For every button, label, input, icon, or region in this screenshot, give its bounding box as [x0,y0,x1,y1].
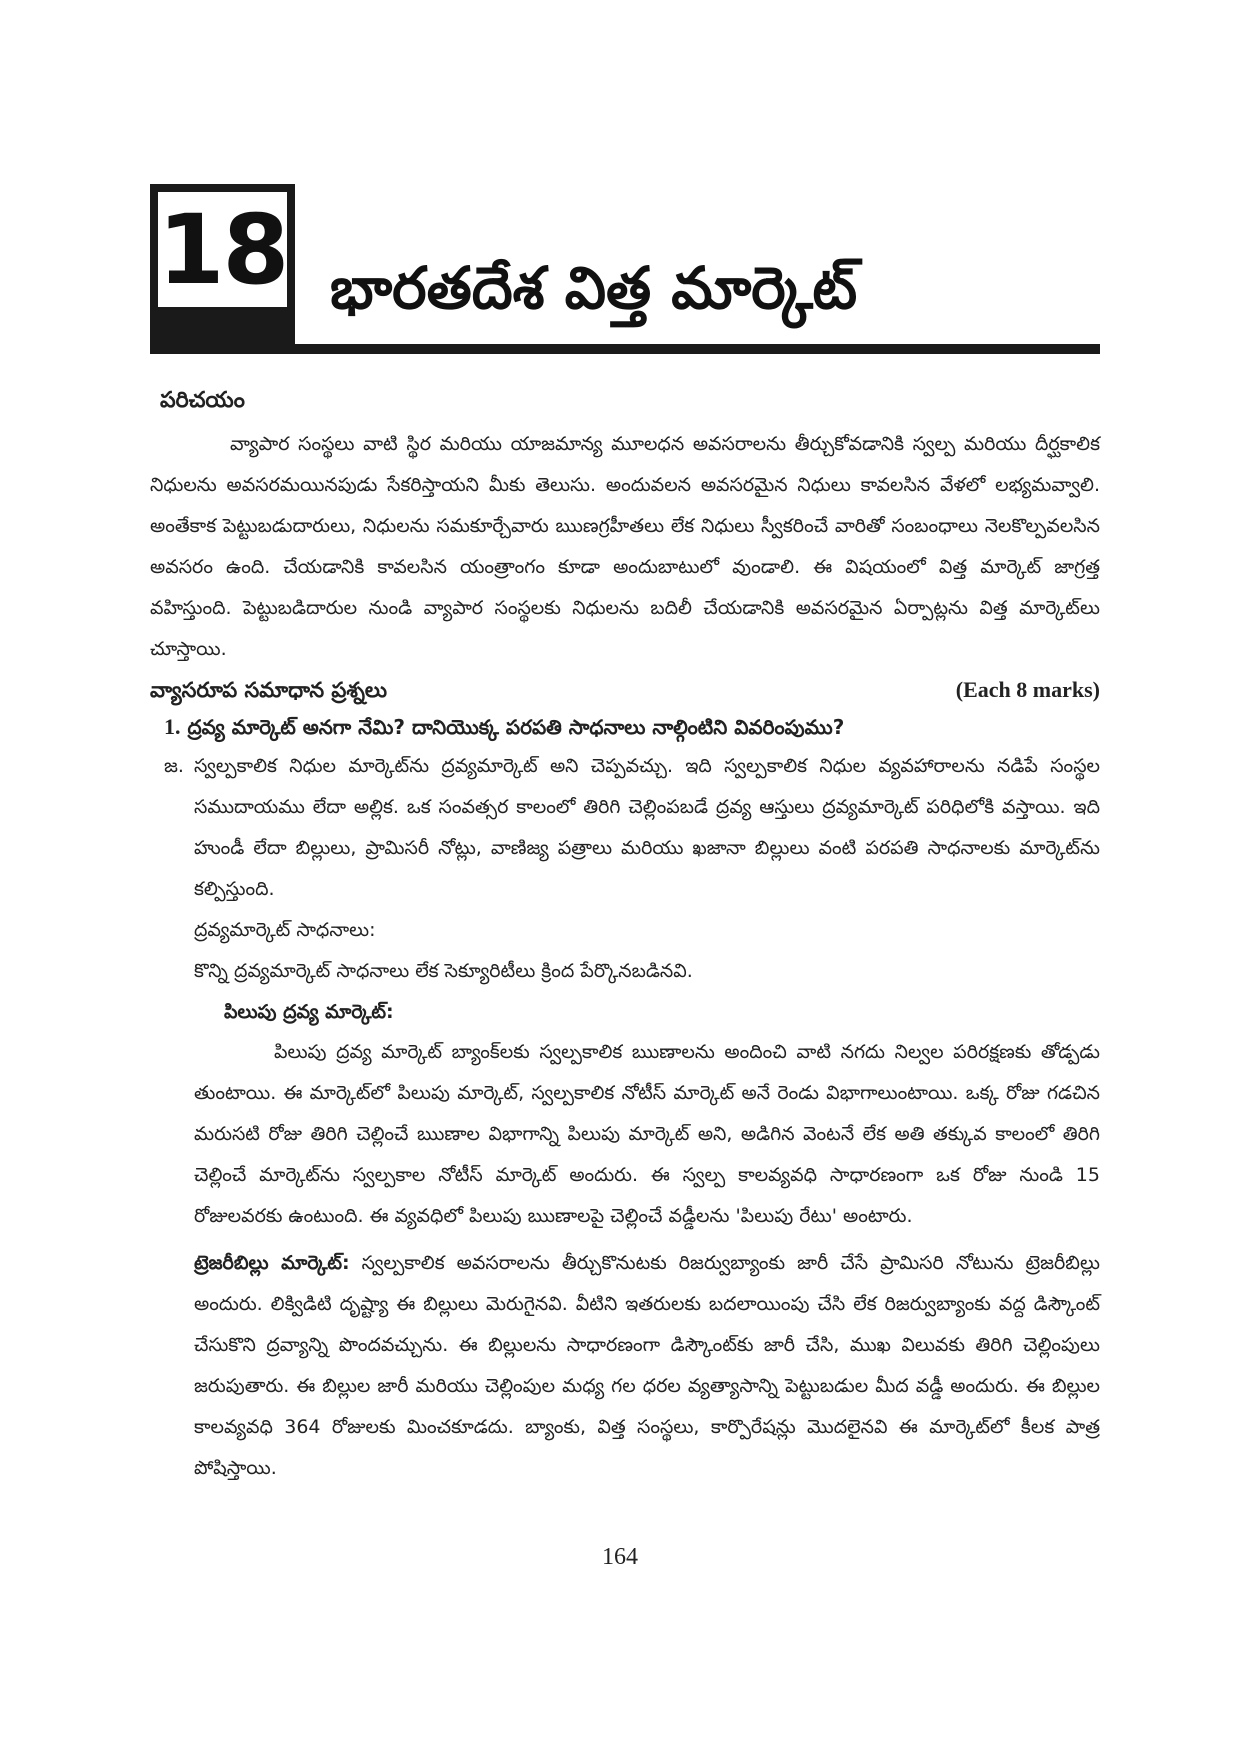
chapter-number-box [150,184,295,344]
treasury-bill-text: స్వల్పకాలిక అవసరాలను తీర్చుకొనుటకు రిజర్వుబ్యాంకు జారీ చేసే ప్రామిసరి నోటును ట్రెజరీబిల్లు అందురు. లిక్విడిటి దృష్ట్యా ఈ బిల్లులు మెరుగైనవి. వీటిని ఇతరులకు బదలాయింపు చేసి లేక రిజర్వుబ్యాంకు వద్ద డిస్కౌంట్ చేసుకొని ద్రవ్యాన్ని పొందవచ్చును. ఈ బిల్లులను సాధారణంగా డిస్కౌంట్‌కు జారీ చేసి, ముఖ విలువకు తిరిగి చెల్లింపులు జరుపుతారు. ఈ బిల్లుల జారీ మరియు చెల్లింపుల మధ్య గల ధరల వ్యత్యాసాన్ని పెట్టుబడుల మీద వడ్డీ అందురు. ఈ బిల్లుల కాలవ్యవధి 364 రోజులకు మించకూడదు. బ్యాంకు, విత్త సంస్థలు, కార్పొరేషన్లు మొదలైనవి ఈ మార్కెట్‌లో కీలక పాత్ర పోషిస్తాయి. [194,1252,1101,1479]
introduction-heading: పరిచయం [160,388,245,413]
answer-marker: జ. [164,755,184,777]
answer-body [194,746,1100,1489]
page-number: 164 [602,1544,638,1570]
answer-1 [164,746,1100,1489]
chapter-number: 18 [157,193,288,306]
introduction-paragraph: వ్యాపార సంస్థలు వాటి స్థిర మరియు యాజమాన్య మూలధన అవసరాలను తీర్చుకోవడానికి స్వల్ప మరియు దీర్ఘకాలిక నిధులను అవసరమయినపుడు సేకరిస్తాయని మీకు తెలుసు. అందువలన అవసరమైన నిధులు కావలసిన వేళలో లభ్యమవ్వాలి. అంతేకాక పెట్టుబడుదారులు, నిధులను సమకూర్చేవారు ఋణగ్రహీతలు లేక నిధులు స్వీకరించే వారితో సంబంధాలు నెలకొల్పవలసిన అవసరం ఉంది. చేయడానికి కావలసిన యంత్రాంగం కూడా అందుబాటులో వుండాలి. ఈ విషయంలో విత్త మార్కెట్ జాగ్రత్త వహిస్తుంది. పెట్టుబడిదారుల నుండి వ్యాపార సంస్థలకు నిధులను బదిలీ చేయడానికి అవసరమైన ఏర్పాట్లను విత్త మార్కెట్‌లు చూస్తాయి. [150,433,1100,660]
instruments-intro: కొన్ని ద్రవ్యమార్కెట్ సాధనాలు లేక సెక్యూరిటీలు క్రింద పేర్కొనబడినవి. [194,960,693,982]
chapter-title: భారతదేశ విత్త మార్కెట్ [330,254,858,322]
essay-section-heading: వ్యాసరూప సమాధాన ప్రశ్నలు [150,678,388,702]
treasury-bill-paragraph [194,1243,1100,1489]
marks-label: (Each 8 marks) [955,677,1100,702]
chapter-divider [150,344,1100,354]
treasury-bill-heading: ట్రెజరీబిల్లు మార్కెట్: [194,1252,350,1274]
call-money-paragraph: పిలుపు ద్రవ్య మార్కెట్ బ్యాంక్‌లకు స్వల్పకాలిక ఋణాలను అందించి వాటి నగదు నిల్వల పరిరక్షణకు తోడ్పడు తుంటాయి. ఈ మార్కెట్‌లో పిలుపు మార్కెట్, స్వల్పకాలిక నోటీస్ మార్కెట్ అనే రెండు విభాగాలుంటాయి. ఒక్క రోజు గడచిన మరుసటి రోజు తిరిగి చెల్లించే ఋణాల విభాగాన్ని పిలుపు మార్కెట్ అని, అడిగిన వెంటనే లేక అతి తక్కువ కాలంలో తిరిగి చెల్లించే మార్కెట్‌ను స్వల్పకాల నోటీస్ మార్కెట్ అందురు. ఈ స్వల్ప కాలవ్యవధి సాధారణంగా ఒక రోజు నుండి 15 రోజులవరకు ఉంటుంది. ఈ వ్యవధిలో పిలుపు ఋణాలపై చెల్లించే వడ్డీలను 'పిలుపు రేటు' అంటారు. [194,1041,1100,1227]
question-1 [164,708,1100,746]
question-number: 1. [164,714,181,739]
instruments-label: ద్రవ్యమార్కెట్ సాధనాలు: [194,919,376,941]
question-text: ద్రవ్య మార్కెట్ అనగా నేమి? దానియొక్క పరపతి సాధనాలు నాల్గింటిని వివరింపుము? [187,715,845,739]
call-money-heading: పిలుపు ద్రవ్య మార్కెట్: [224,1001,394,1023]
page-content [150,382,1100,1489]
essay-section-header [150,672,1100,708]
answer-paragraph: స్వల్పకాలిక నిధుల మార్కెట్‌ను ద్రవ్యమార్కెట్ అని చెప్పవచ్చు. ఇది స్వల్పకాలిక నిధుల వ్యవహారాలను నడిపే సంస్థల సముదాయము లేదా అల్లిక. ఒక సంవత్సర కాలంలో తిరిగి చెల్లింపబడే ద్రవ్య ఆస్తులు ద్రవ్యమార్కెట్ పరిధిలోకి వస్తాయి. ఇది హుండీ లేదా బిల్లులు, ప్రామిసరీ నోట్లు, వాణిజ్య పత్రాలు మరియు ఖజానా బిల్లులు వంటి పరపతి సాధనాలకు మార్కెట్‌ను కల్పిస్తుంది. [194,755,1100,900]
